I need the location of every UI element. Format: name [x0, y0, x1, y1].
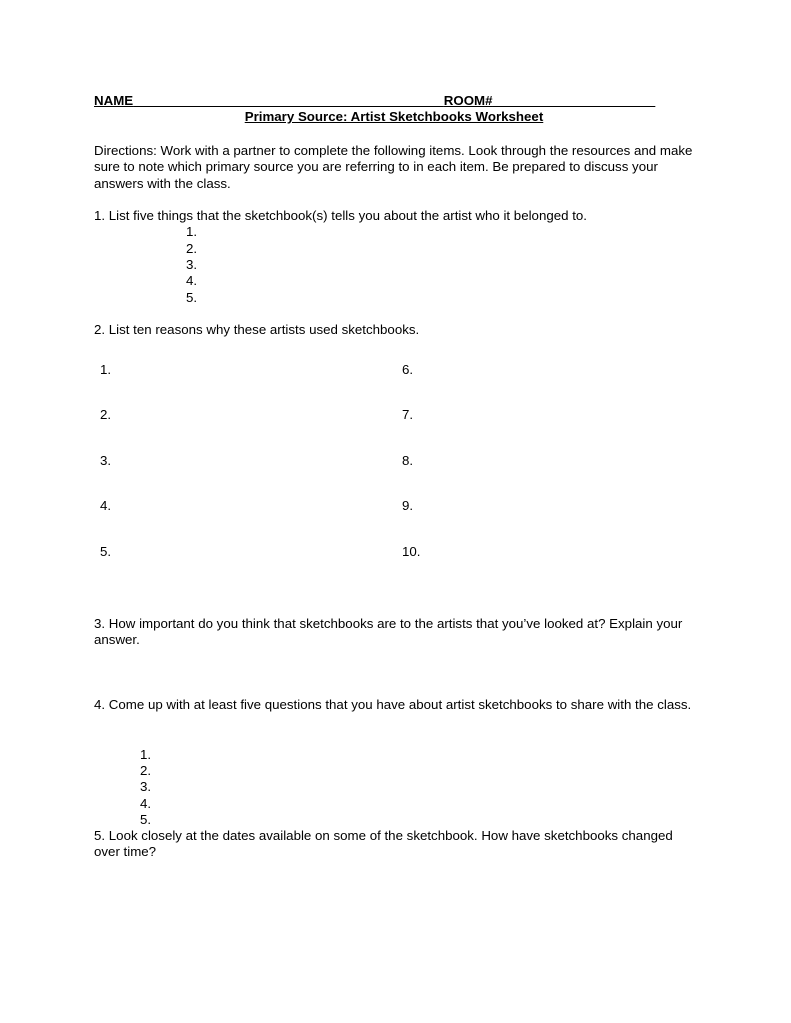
q1-item-3: 3. [186, 257, 198, 272]
name-label: NAME [94, 93, 134, 108]
directions-text: Directions: Work with a partner to complete the following items. Look through the resources and make sure to note which primary source you are referring to in each item. Be prepared to discuss your answers with the class. [94, 143, 693, 191]
q4-item-1: 1. [140, 747, 152, 762]
q4-item-3: 3. [140, 779, 152, 794]
q2-item-4: 4. [100, 498, 112, 513]
worksheet-title: Primary Source: Artist Sketchbooks Worksheet [244, 109, 544, 124]
question-4-text: 4. Come up with at least five questions that you have about artist sketchbooks to share with the class. [94, 697, 692, 712]
name-blank: __________________________________________ [133, 93, 444, 108]
q1-item-2: 2. [186, 241, 198, 256]
q2-item-1: 1. [100, 362, 112, 377]
q2-item-8: 8. [402, 453, 414, 468]
q2-item-6: 6. [402, 362, 414, 377]
q4-item-2: 2. [140, 763, 152, 778]
q2-item-3: 3. [100, 453, 112, 468]
q2-item-10: 10. [402, 544, 421, 559]
q1-item-1: 1. [186, 224, 198, 239]
q1-item-4: 4. [186, 273, 198, 288]
room-blank: ______________________ [492, 93, 656, 108]
question-3-text: 3. How important do you think that sketchbooks are to the artists that you’ve looked at? Explain your answer. [94, 616, 683, 648]
q1-item-5: 5. [186, 290, 198, 305]
q2-item-9: 9. [402, 498, 414, 513]
question-1-text: 1. List five things that the sketchbook(s) tells you about the artist who it belonged to. [94, 208, 588, 223]
q2-item-2: 2. [100, 407, 112, 422]
q4-item-4: 4. [140, 796, 152, 811]
room-label: ROOM# [443, 93, 493, 108]
question-5-text: 5. Look closely at the dates available on some of the sketchbook. How have sketchbooks changed over time? [94, 828, 673, 860]
question-2-text: 2. List ten reasons why these artists used sketchbooks. [94, 322, 420, 337]
q2-item-5: 5. [100, 544, 112, 559]
name-room-line [94, 93, 694, 109]
q2-item-7: 7. [402, 407, 414, 422]
q4-item-5: 5. [140, 812, 152, 827]
